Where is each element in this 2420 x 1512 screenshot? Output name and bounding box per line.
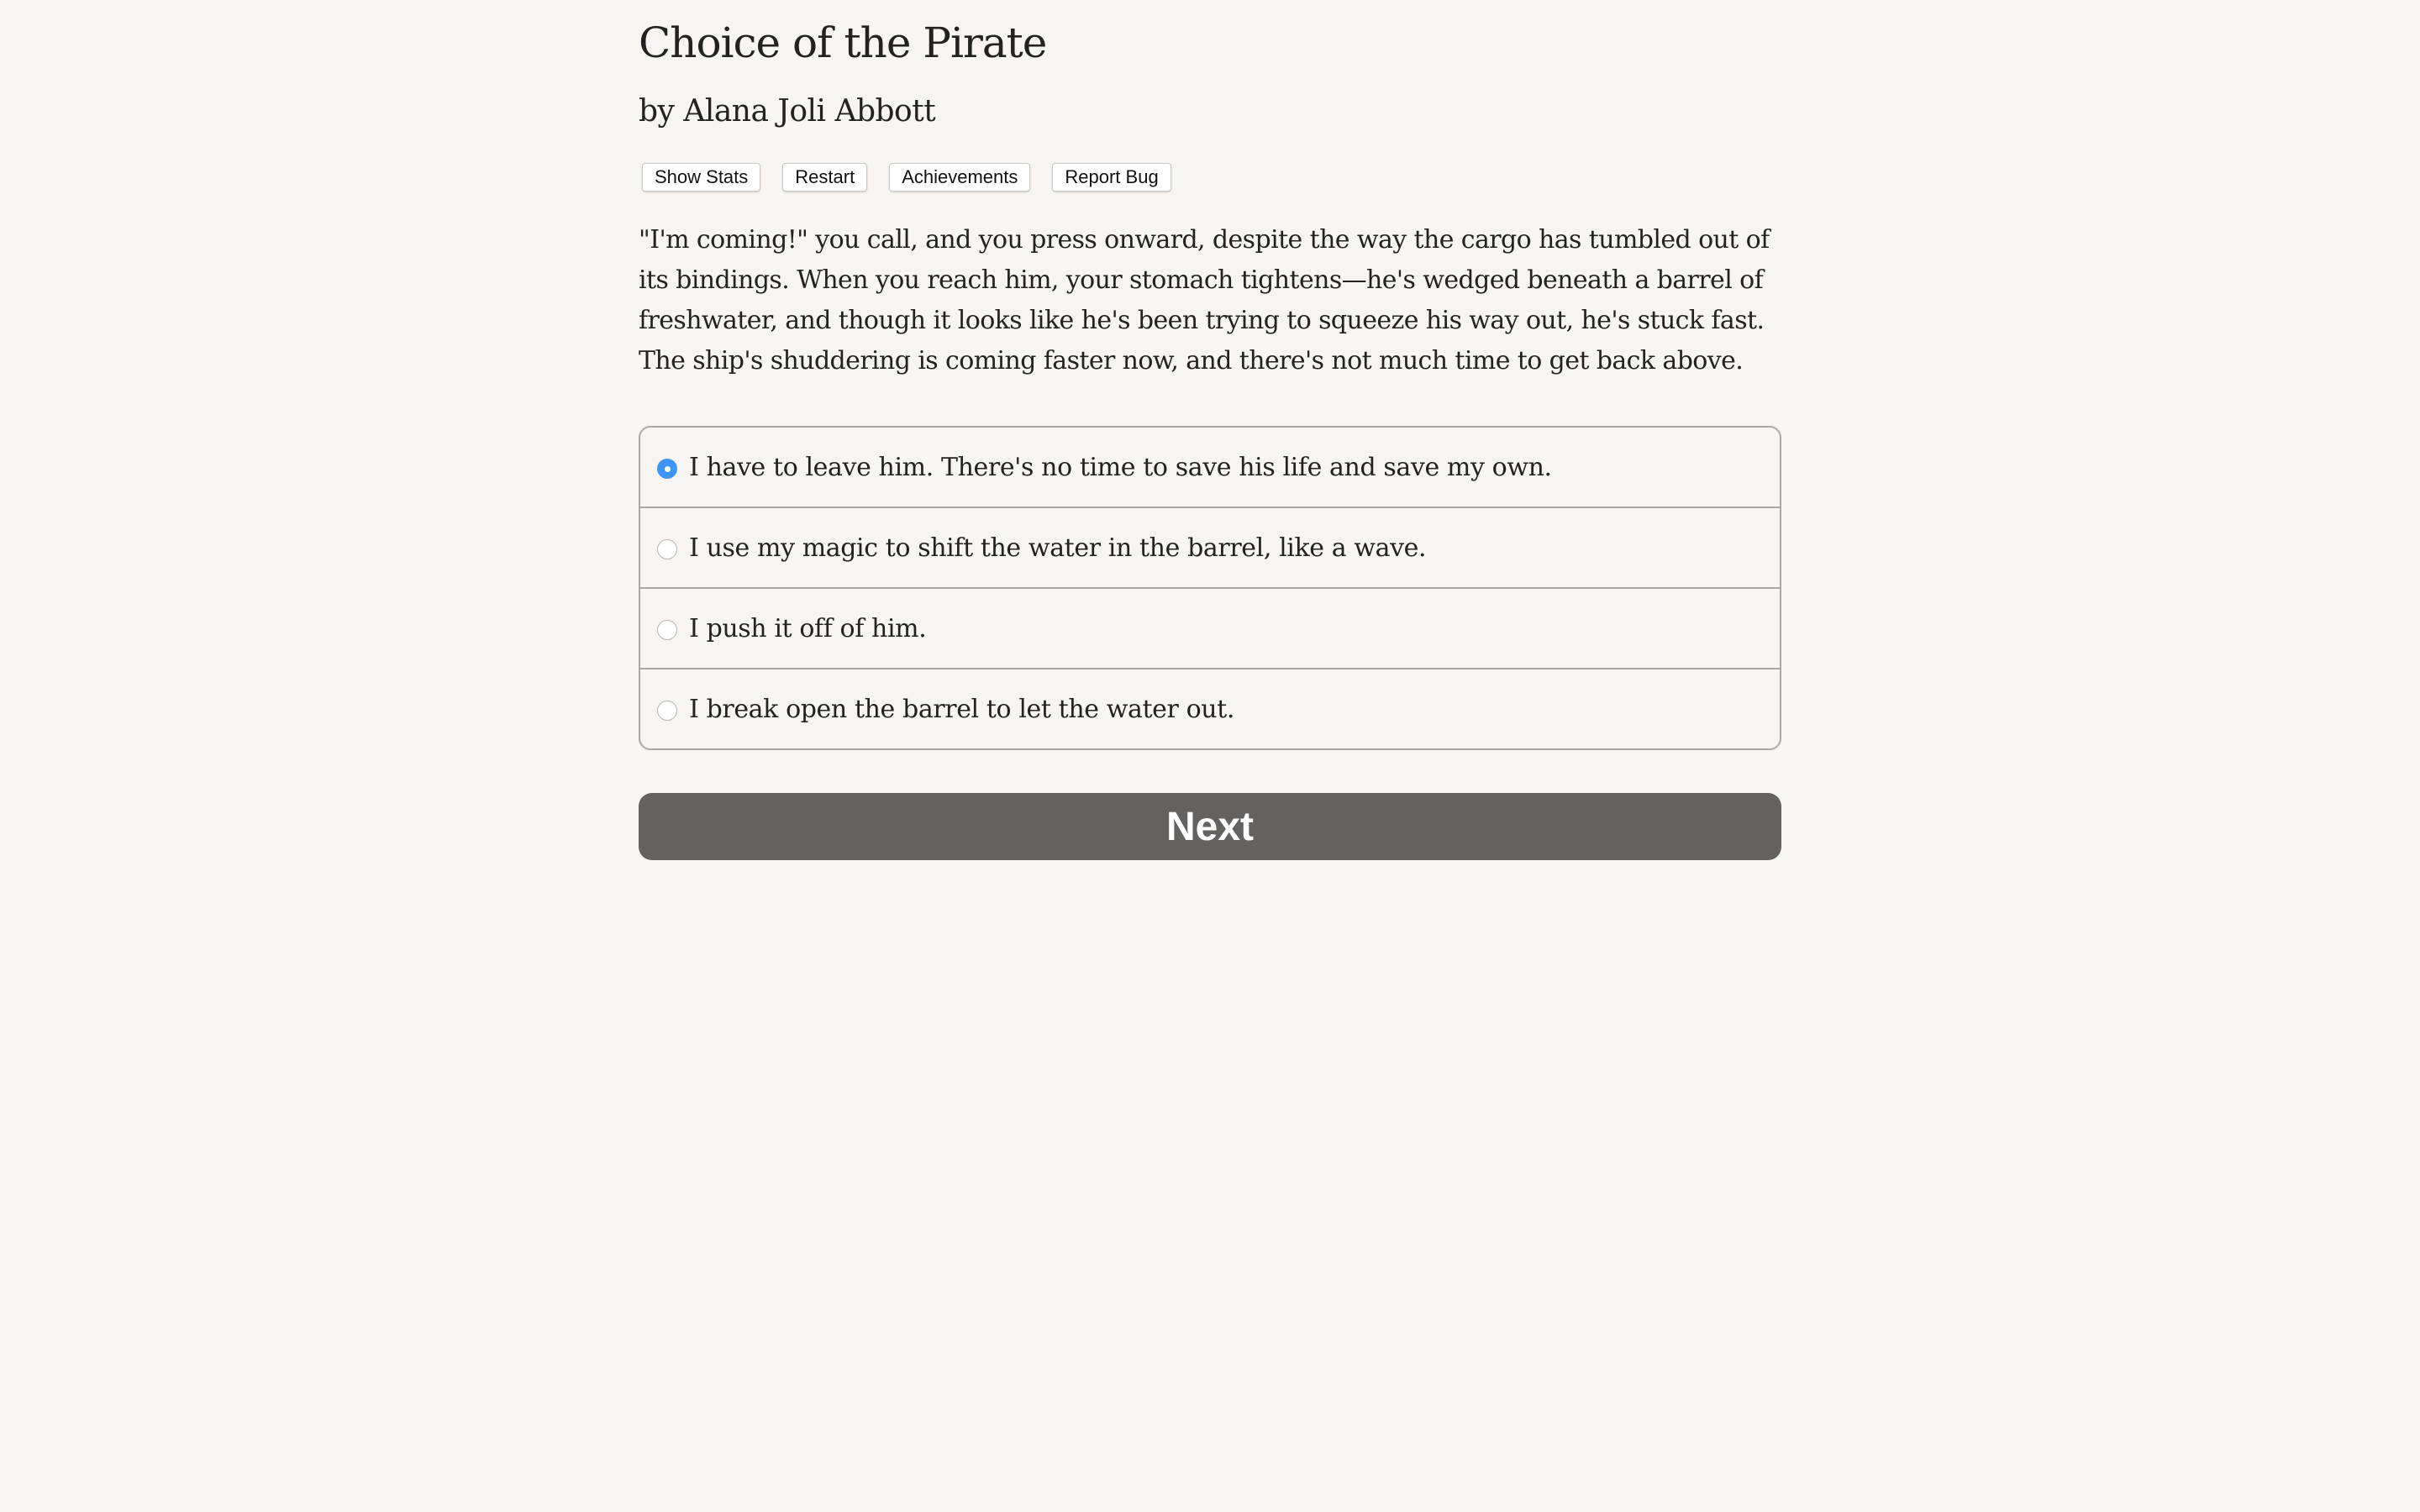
choice-list	[639, 426, 1781, 750]
author-byline: by Alana Joli Abbott	[639, 94, 936, 129]
choice-option[interactable]	[640, 668, 1780, 748]
radio-button-checked[interactable]	[657, 459, 677, 479]
report-bug-button[interactable]: Report Bug	[1052, 163, 1171, 192]
radio-button[interactable]	[657, 620, 677, 640]
story-text: "I'm coming!" you call, and you press onward, despite the way the cargo has tumbled out of its bindings. When you reach him, your stomach tightens—he's wedged beneath a barrel of freshwater, and though it looks like he's been trying to squeeze his way out, he's stuck fast. The ship's shuddering is coming faster now, and there's not much time to get back above.	[639, 225, 1770, 375]
choice-option[interactable]	[640, 587, 1780, 668]
next-button[interactable]: Next	[639, 793, 1781, 860]
achievements-button[interactable]: Achievements	[889, 163, 1030, 192]
choice-option[interactable]	[640, 428, 1780, 507]
radio-button[interactable]	[657, 539, 677, 559]
choice-label: I use my magic to shift the water in the barrel, like a wave.	[689, 533, 1427, 563]
choice-label: I break open the barrel to let the water out.	[689, 694, 1234, 724]
restart-button[interactable]: Restart	[782, 163, 867, 192]
choice-option[interactable]	[640, 507, 1780, 587]
choice-label: I push it off of him.	[689, 613, 927, 643]
choice-label: I have to leave him. There's no time to save his life and save my own.	[689, 452, 1552, 482]
show-stats-button[interactable]: Show Stats	[642, 163, 760, 192]
toolbar	[642, 163, 1171, 192]
radio-button[interactable]	[657, 701, 677, 721]
game-title: Choice of the Pirate	[639, 18, 1047, 67]
